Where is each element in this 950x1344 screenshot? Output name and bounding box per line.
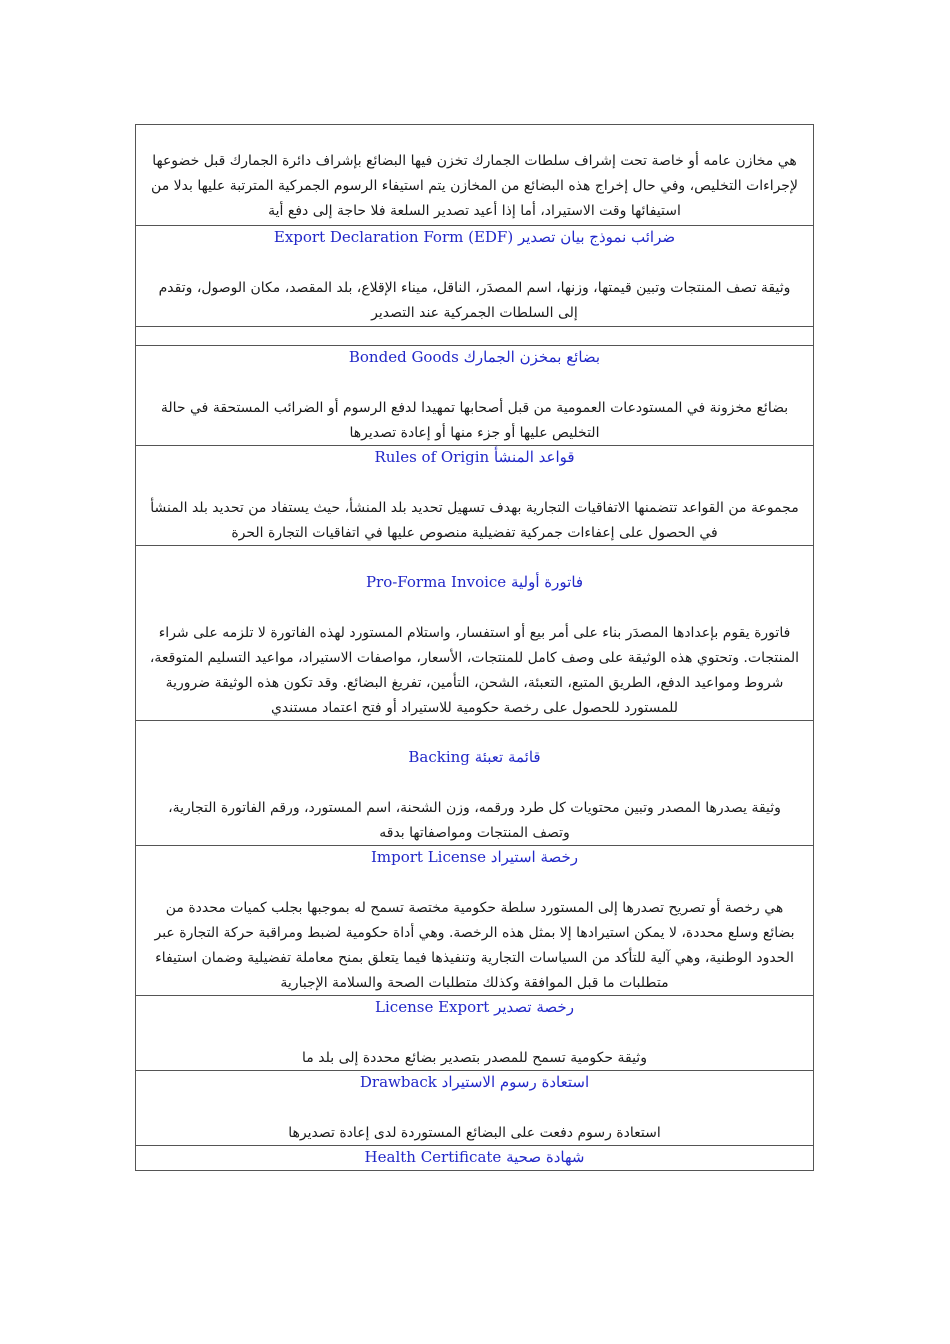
term-title: بضائع بمخزن الجمارك Bonded Goods (348, 348, 601, 366)
term-title: استعادة رسوم الاستيراد Drawback (359, 1073, 590, 1091)
definition-text: وثيقة حكومية تسمح للمصدر بتصدير بضائع محددة إلى بلد ما (302, 1050, 647, 1066)
definition-text: هي رخصة أو تصريح تصدرها إلى المستورد سلطة حكومية مختصة تسمح له بموجبها بجلب كميات محددة من بضائع وسلع محددة، لا يمكن استيرادها إلا بمثل هذه الرخصة. وهي أداة حكومية لضبط ومراقبة حركة التجارة عبر الحدود الوطنية، وهي آلية للتأكد من السياسات التجارية وتنفيذها فيما يتعلق بمنح معاملة تفضيلية وضمان استيفاء متطلبات ما قبل الموافقة وكذلك متطلبات الصحة والسلامة الإجبارية (154, 900, 795, 991)
table-row (136, 720, 813, 845)
term-title: قائمة تعبئة Backing (408, 748, 541, 766)
term-title: قواعد المنشأ Rules of Origin (374, 448, 575, 466)
term-title: فاتورة أولية Pro-Forma Invoice (365, 573, 584, 591)
term-title: رخصة تصدير License Export (375, 998, 574, 1016)
definition-text: مجموعة من القواعد تتضمنها الاتفاقيات التجارية بهدف تسهيل تحديد بلد المنشأ، حيث يستفاد من تحديد بلد المنشأ في الحصول على إعفاءات جمركية تفضيلية منصوص عليها في اتفاقيات التجارة الحرة (150, 500, 799, 541)
definition-text: بضائع مخزونة في المستودعات العمومية من قبل أصحابها تمهيدا لدفع الرسوم أو الضرائب المستحقة في حالة التخليص عليها أو جزء منها أو إعادة تصديرها (160, 400, 789, 441)
definition-text: وثيقة يصدرها المصدر وتبين محتويات كل طرد ورقمه، وزن الشحنة، اسم المستورد، ورقم الفاتورة التجارية، وتصف المنتجات ومواصفاتها بدقه (168, 800, 781, 841)
table-row (136, 845, 813, 995)
table-row (136, 225, 813, 326)
table-row (136, 1145, 813, 1170)
term-title: ضرائب نموذج بيان تصدير Export Declaration Form (EDF) (273, 228, 676, 246)
definition-text: استعادة رسوم دفعت على البضائع المستوردة لدى إعادة تصديرها (288, 1125, 661, 1141)
table-row (136, 445, 813, 545)
term-title: رخصة استيراد Import License (370, 848, 579, 866)
term-title: شهادة صحية Health Certificate (364, 1148, 585, 1166)
table-row (136, 345, 813, 445)
definition-text: وثيقة تصف المنتجات وتبين قيمتها، وزنها، اسم المصدَر، الناقل، ميناء الإقلاع، بلد المقصد، مكان الوصول، وتقدم إلى السلطات الجمركية عند التصدير (158, 280, 791, 321)
table-row (136, 995, 813, 1070)
table-row (136, 326, 813, 345)
definition-text: فاتورة يقوم بإعدادها المصدَر بناء على أمر بيع أو استفسار، واستلام المستورد لهذه الفاتورة لا تلزمه على شراء المنتجات. وتحتوي هذه الوثيقة على وصف كامل للمنتجات، الأسعار، مواصفات الاستيراد، مواعيد التسليم المتوقعة، شروط ومواعيد الدفع، الطريق المتبع، التعبئة، الشحن، التأمين، تفريغ البضائع. وقد تكون هذه الوثيقة ضرورية للمستورد للحصول على رخصة حكومية للاستيراد أو فتح اعتماد مستندي (149, 625, 800, 716)
definition-text: هي مخازن عامه أو خاصة تحت إشراف سلطات الجمارك تخزن فيها البضائع بإشراف دائرة الجمارك قبل خضوعها لإجراءات التخليص، وفي حال إخراج هذه البضائع من المخازن يتم استيفاء الرسوم الجمركية المترتبة عليها بدلا من استيفائها وقت الاستيراد، أما إذا أعيد تصدير السلعة فلا حاجة إلى دفع أية (151, 153, 798, 219)
table-row (136, 545, 813, 720)
table-row (136, 1070, 813, 1145)
glossary-table (135, 124, 814, 1171)
table-row (136, 125, 813, 225)
